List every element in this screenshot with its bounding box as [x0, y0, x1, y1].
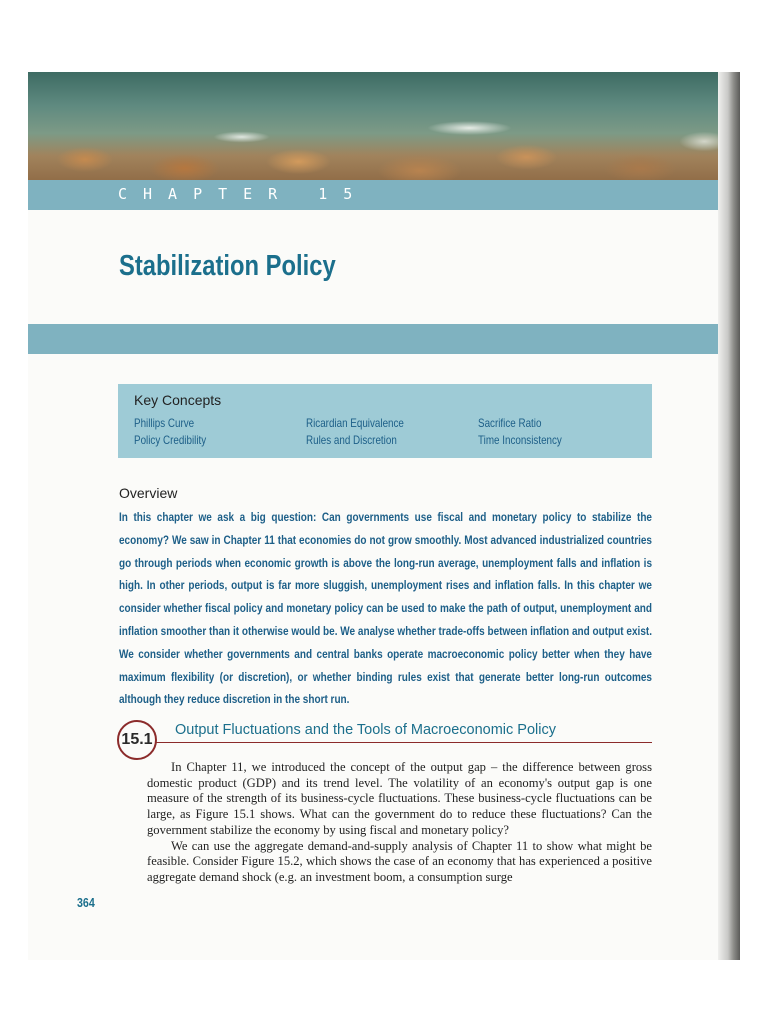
- overview-heading: Overview: [119, 485, 178, 501]
- section-rule: [156, 742, 652, 743]
- key-concepts-box: [118, 384, 652, 458]
- chapter-header-photo: [28, 72, 740, 184]
- key-concepts-column: [478, 415, 562, 449]
- section-body: [147, 760, 652, 886]
- key-concept: Rules and Discretion: [306, 433, 397, 447]
- page-number: 364: [77, 895, 95, 910]
- key-concept: Policy Credibility: [134, 433, 207, 447]
- section-title: Output Fluctuations and the Tools of Macroeconomic Policy: [175, 722, 556, 738]
- chapter-band: [28, 180, 740, 210]
- divider-band: [28, 324, 740, 354]
- book-spine-shadow: [718, 72, 740, 960]
- chapter-title: Stabilization Policy: [119, 250, 336, 282]
- chapter-label: CHAPTER 15: [118, 185, 369, 203]
- key-concepts-heading: Key Concepts: [134, 392, 222, 408]
- key-concepts-column: [134, 415, 206, 449]
- key-concept: Sacrifice Ratio: [478, 416, 542, 430]
- key-concept: Time Inconsistency: [478, 433, 562, 447]
- key-concept: Ricardian Equivalence: [306, 416, 404, 430]
- body-paragraph: We can use the aggregate demand-and-supply analysis of Chapter 11 to show what might be feasible. Consider Figure 15.2, which shows the case of an economy that has experienced a positive aggregate demand shock (e.g. an investment boom, a consumption surge: [147, 838, 652, 884]
- key-concept: Phillips Curve: [134, 416, 195, 430]
- section-number-badge: 15.1: [117, 720, 157, 760]
- key-concepts-column: [306, 415, 404, 449]
- body-paragraph: In Chapter 11, we introduced the concept of the output gap – the difference between gross domestic product (GDP) and its trend level. The volatility of an economy's output gap is one measure of the strength of its business-cycle fluctuations. These business-cycle fluctuations can be large, as Figure 15.1 shows. What can the government do to reduce these fluctuations? Can the government stabilize the economy by using fiscal and monetary policy?: [147, 760, 652, 837]
- overview-text: In this chapter we ask a big question: Can governments use fiscal and monetary policy to stabilize the economy? We saw in Chapter 11 that economies do not grow smoothly. Most advanced industrialized countries go through periods when economic growth is above the long-run average, unemployment falls and inflation is high. In other periods, output is far more sluggish, unemployment rises and inflation falls. In this chapter we consider whether fiscal policy and monetary policy can be used to make the path of output, unemployment and inflation smoother than it otherwise would be. We analyse whether trade-offs between inflation and output exist. We consider whether governments and central banks operate macroeconomic policy better when they have maximum flexibility (or discretion), or whether binding rules exist that generate better long-run outcomes although they reduce discretion in the short run.: [119, 510, 652, 707]
- book-page: [28, 72, 740, 960]
